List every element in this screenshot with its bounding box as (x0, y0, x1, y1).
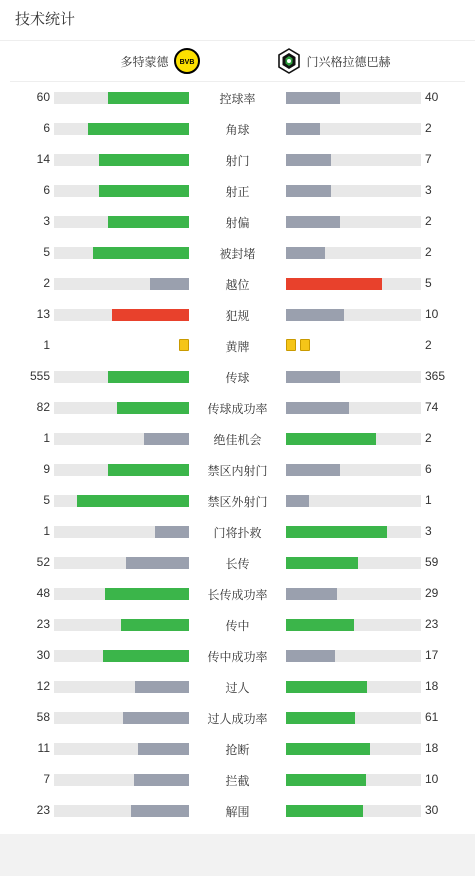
away-stat-bar (286, 557, 421, 569)
home-stat-bar (54, 216, 189, 228)
home-team[interactable] (10, 48, 238, 74)
stat-row (0, 795, 475, 826)
home-stat-value: 3 (43, 214, 50, 228)
home-stat-bar (54, 681, 189, 693)
home-stat-bar-fill (77, 495, 189, 507)
home-stat-bar (54, 123, 189, 135)
home-stat-value: 6 (43, 183, 50, 197)
away-stat-value: 2 (425, 121, 432, 135)
away-stat-bar-fill (286, 216, 340, 228)
home-stat-bar-fill (108, 464, 189, 476)
stat-label: 绝佳机会 (213, 433, 262, 447)
away-stat-value: 7 (425, 152, 432, 166)
home-stat-value: 6 (43, 121, 50, 135)
away-stat-bar (286, 588, 421, 600)
away-stat-value: 5 (425, 276, 432, 290)
away-stat-bar-fill (286, 774, 366, 786)
away-stat-bar (286, 433, 421, 445)
stat-label: 禁区外射门 (207, 495, 268, 509)
away-stat-value: 74 (425, 400, 439, 414)
away-stat-bar-fill (286, 278, 382, 290)
away-stat-bar (286, 123, 421, 135)
away-stat-bar-fill (286, 650, 335, 662)
yellow-card-icon (286, 339, 296, 351)
stat-row (0, 392, 475, 423)
away-stat-bar (286, 681, 421, 693)
away-stat-bar (286, 247, 421, 259)
stat-label: 射正 (225, 185, 250, 199)
home-stat-bar (54, 309, 189, 321)
away-stat-value: 6 (425, 462, 432, 476)
home-stat-bar (54, 619, 189, 631)
away-stat-value: 17 (425, 648, 439, 662)
away-stat-bar-fill (286, 464, 340, 476)
home-stat-value: 5 (43, 493, 50, 507)
away-stat-bar-fill (286, 123, 320, 135)
home-stat-value: 13 (36, 307, 50, 321)
home-stat-bar (54, 402, 189, 414)
home-stat-bar-fill (99, 154, 189, 166)
home-yellow-cards (179, 339, 189, 352)
stat-row (0, 485, 475, 516)
home-stat-value: 52 (36, 555, 50, 569)
away-stat-value: 29 (425, 586, 439, 600)
away-stat-bar (286, 743, 421, 755)
stat-label: 长传成功率 (207, 588, 268, 602)
stat-label: 禁区内射门 (207, 464, 268, 478)
away-stat-bar (286, 371, 421, 383)
home-stat-bar (54, 371, 189, 383)
home-stat-value: 14 (36, 152, 50, 166)
stat-label: 传中成功率 (207, 650, 268, 664)
stat-label: 过人成功率 (207, 712, 268, 726)
home-stat-value: 1 (43, 338, 50, 352)
home-stat-value: 30 (36, 648, 50, 662)
away-stat-bar-fill (286, 309, 344, 321)
away-stat-bar-fill (286, 247, 325, 259)
away-stat-value: 365 (425, 369, 446, 383)
dortmund-logo-icon (174, 48, 200, 74)
stat-label: 射门 (225, 154, 250, 168)
home-stat-value: 1 (43, 524, 50, 538)
away-stat-bar-fill (286, 154, 331, 166)
stat-row (0, 330, 475, 361)
stat-row (0, 113, 475, 144)
home-stat-bar-fill (123, 712, 189, 724)
stat-label: 控球率 (219, 92, 256, 106)
away-stat-bar-fill (286, 557, 358, 569)
home-stat-bar (54, 495, 189, 507)
stat-label: 过人 (225, 681, 250, 695)
stat-label: 射偏 (225, 216, 250, 230)
home-stat-bar-fill (103, 650, 189, 662)
away-stat-bar (286, 495, 421, 507)
stat-label: 传球成功率 (207, 402, 268, 416)
away-stat-bar-fill (286, 526, 387, 538)
away-stat-value: 23 (425, 617, 439, 631)
away-stat-bar-fill (286, 588, 337, 600)
stat-row (0, 578, 475, 609)
stat-row (0, 237, 475, 268)
home-stat-bar-fill (131, 805, 189, 817)
home-stat-bar-fill (88, 123, 189, 135)
home-stat-bar (54, 464, 189, 476)
home-stat-bar-fill (138, 743, 189, 755)
home-stat-value: 48 (36, 586, 50, 600)
away-stat-bar-fill (286, 371, 340, 383)
away-stat-value: 18 (425, 741, 439, 755)
stat-row (0, 299, 475, 330)
home-stat-bar (54, 774, 189, 786)
away-stat-bar (286, 805, 421, 817)
home-stat-bar-fill (144, 433, 189, 445)
away-stat-bar-fill (286, 92, 340, 104)
stat-row (0, 175, 475, 206)
away-stat-bar (286, 619, 421, 631)
away-stat-bar (286, 216, 421, 228)
home-stat-bar-fill (126, 557, 189, 569)
stat-row (0, 82, 475, 113)
stat-row (0, 764, 475, 795)
home-logo-text: BVB (179, 59, 194, 66)
away-stat-value: 2 (425, 214, 432, 228)
away-team[interactable] (238, 48, 466, 74)
home-stat-value: 23 (36, 803, 50, 817)
home-stat-bar-fill (150, 278, 189, 290)
home-stat-bar (54, 557, 189, 569)
home-stat-bar (54, 588, 189, 600)
away-stat-value: 18 (425, 679, 439, 693)
away-stat-bar (286, 92, 421, 104)
home-stat-bar-fill (105, 588, 189, 600)
home-stat-bar-fill (99, 185, 189, 197)
away-stat-value: 1 (425, 493, 432, 507)
away-stat-value: 2 (425, 245, 432, 259)
away-stat-bar (286, 650, 421, 662)
home-stat-value: 7 (43, 772, 50, 786)
away-stat-bar (286, 154, 421, 166)
away-stat-value: 3 (425, 183, 432, 197)
stat-label: 黄牌 (225, 340, 250, 354)
stat-row (0, 609, 475, 640)
teams-bar (10, 41, 465, 82)
away-stat-bar-fill (286, 495, 309, 507)
stat-label: 拦截 (225, 774, 250, 788)
away-stat-value: 10 (425, 772, 439, 786)
yellow-card-icon (179, 339, 189, 351)
stat-label: 抢断 (225, 743, 250, 757)
away-stat-bar-fill (286, 743, 370, 755)
stat-row (0, 268, 475, 299)
stat-row (0, 206, 475, 237)
away-stat-bar (286, 185, 421, 197)
home-stat-bar (54, 154, 189, 166)
home-stat-bar-fill (155, 526, 189, 538)
stat-label: 犯规 (225, 309, 250, 323)
away-stat-value: 61 (425, 710, 439, 724)
away-yellow-cards (286, 339, 310, 352)
away-stat-bar (286, 526, 421, 538)
home-stat-bar (54, 805, 189, 817)
yellow-card-icon (300, 339, 310, 351)
home-stat-bar (54, 278, 189, 290)
stat-row (0, 454, 475, 485)
stat-row (0, 516, 475, 547)
away-stat-bar-fill (286, 433, 376, 445)
home-team-name: 多特蒙德 (120, 54, 169, 69)
away-stat-bar-fill (286, 185, 331, 197)
stat-label: 被封堵 (219, 247, 256, 261)
home-stat-bar (54, 526, 189, 538)
away-stat-bar (286, 712, 421, 724)
stat-label: 越位 (225, 278, 250, 292)
home-stat-value: 23 (36, 617, 50, 631)
stat-label: 传球 (225, 371, 250, 385)
stat-label: 传中 (225, 619, 250, 633)
away-stat-bar (286, 309, 421, 321)
home-stat-value: 82 (36, 400, 50, 414)
home-stat-value: 60 (36, 90, 50, 104)
away-stat-bar-fill (286, 712, 355, 724)
stat-row (0, 361, 475, 392)
home-stat-bar (54, 712, 189, 724)
stat-row (0, 144, 475, 175)
stats-list (0, 82, 475, 834)
away-stat-bar-fill (286, 681, 367, 693)
home-stat-value: 555 (29, 369, 50, 383)
home-stat-bar (54, 433, 189, 445)
away-stat-value: 2 (425, 431, 432, 445)
away-stat-value: 3 (425, 524, 432, 538)
stat-row (0, 547, 475, 578)
home-stat-bar-fill (112, 309, 189, 321)
away-stat-value: 10 (425, 307, 439, 321)
home-stat-bar (54, 743, 189, 755)
home-stat-value: 9 (43, 462, 50, 476)
home-stat-bar (54, 650, 189, 662)
stat-label: 角球 (225, 123, 250, 137)
stat-row (0, 702, 475, 733)
stat-row (0, 423, 475, 454)
away-stat-bar (286, 278, 421, 290)
away-stat-bar-fill (286, 805, 363, 817)
away-stat-value: 59 (425, 555, 439, 569)
home-stat-value: 58 (36, 710, 50, 724)
home-stat-value: 12 (36, 679, 50, 693)
home-stat-bar-fill (108, 371, 189, 383)
home-stat-bar-fill (108, 92, 189, 104)
home-stat-value: 2 (43, 276, 50, 290)
away-stat-bar (286, 774, 421, 786)
away-stat-bar-fill (286, 402, 349, 414)
home-stat-bar-fill (117, 402, 189, 414)
stat-label: 长传 (225, 557, 250, 571)
home-stat-bar-fill (108, 216, 189, 228)
stat-row (0, 640, 475, 671)
away-stat-bar (286, 464, 421, 476)
home-stat-bar (54, 92, 189, 104)
home-stat-value: 1 (43, 431, 50, 445)
home-stat-bar-fill (93, 247, 189, 259)
home-stat-bar (54, 185, 189, 197)
stat-label: 解围 (225, 805, 250, 819)
away-stat-bar (286, 402, 421, 414)
stat-row (0, 733, 475, 764)
home-stat-value: 5 (43, 245, 50, 259)
home-stat-value: 11 (37, 741, 50, 755)
home-stat-bar-fill (135, 681, 189, 693)
page-title: 技术统计 (0, 0, 475, 41)
away-team-name: 门兴格拉德巴赫 (306, 54, 391, 69)
away-stat-value: 40 (425, 90, 439, 104)
home-stat-bar-fill (134, 774, 189, 786)
stat-label: 门将扑救 (213, 526, 262, 540)
gladbach-logo-icon (276, 48, 302, 74)
stat-row (0, 671, 475, 702)
home-stat-bar (54, 247, 189, 259)
away-stat-value: 30 (425, 803, 439, 817)
away-stat-bar-fill (286, 619, 354, 631)
away-stat-value: 2 (425, 338, 432, 352)
home-stat-bar-fill (121, 619, 189, 631)
